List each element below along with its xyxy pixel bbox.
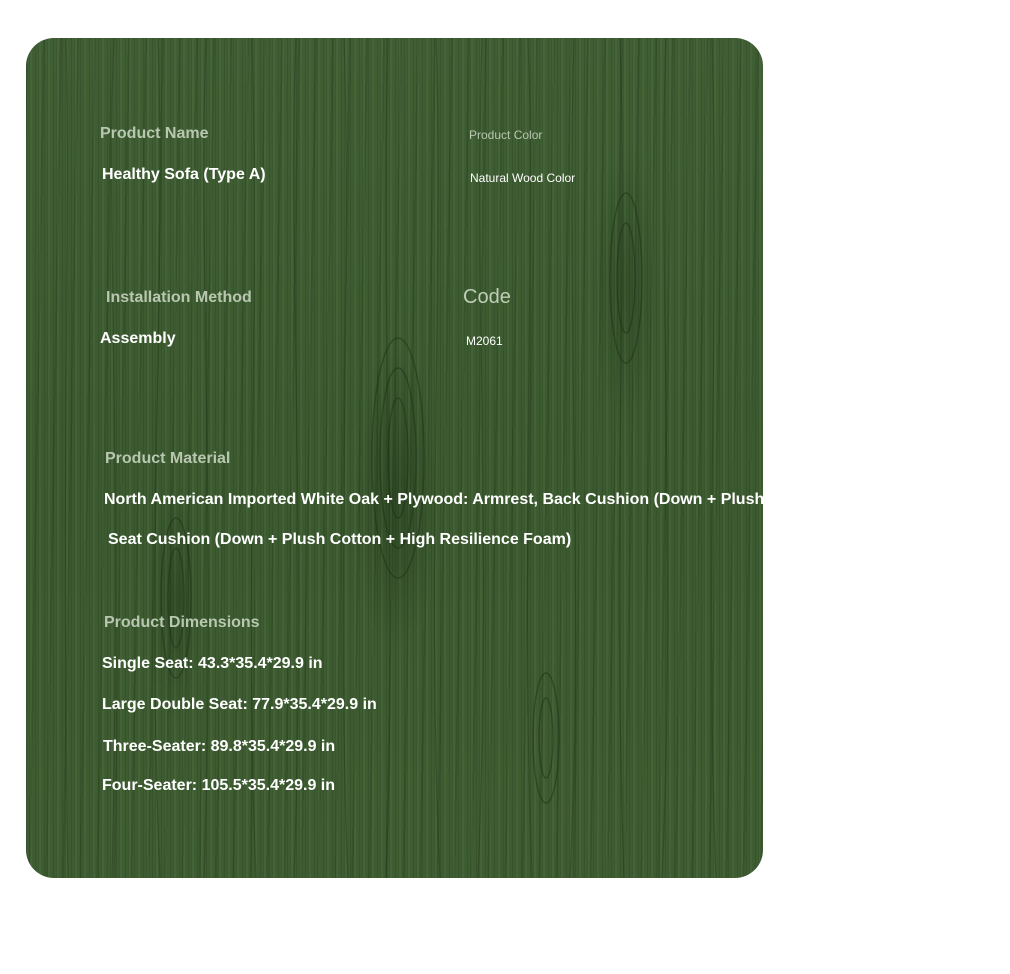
installation-method-label: Installation Method (106, 289, 252, 306)
dimension-item: Four-Seater: 105.5*35.4*29.9 in (102, 777, 336, 794)
product-name-label: Product Name (100, 125, 209, 142)
product-color-value: Natural Wood Color (470, 171, 576, 185)
code-label: Code (463, 286, 511, 308)
code-value: M2061 (466, 334, 503, 348)
product-material-line-2: Seat Cushion (Down + Plush Cotton + High Resilience Foam) (108, 531, 572, 548)
product-spec-card (26, 38, 1010, 878)
installation-method-value: Assembly (100, 330, 176, 347)
dimension-item: Single Seat: 43.3*35.4*29.9 in (102, 655, 323, 672)
dimension-item: Three-Seater: 89.8*35.4*29.9 in (103, 738, 336, 755)
product-material-line-1: North American Imported White Oak + Plywood: Armrest, Back Cushion (Down + Plush Cotton + High Resilience Foam) (104, 491, 1010, 508)
product-material-label: Product Material (105, 450, 231, 467)
product-name-value: Healthy Sofa (Type A) (102, 166, 266, 183)
product-color-label: Product Color (469, 128, 543, 142)
product-dimensions-label: Product Dimensions (104, 614, 260, 631)
dimension-item: Large Double Seat: 77.9*35.4*29.9 in (102, 696, 377, 713)
